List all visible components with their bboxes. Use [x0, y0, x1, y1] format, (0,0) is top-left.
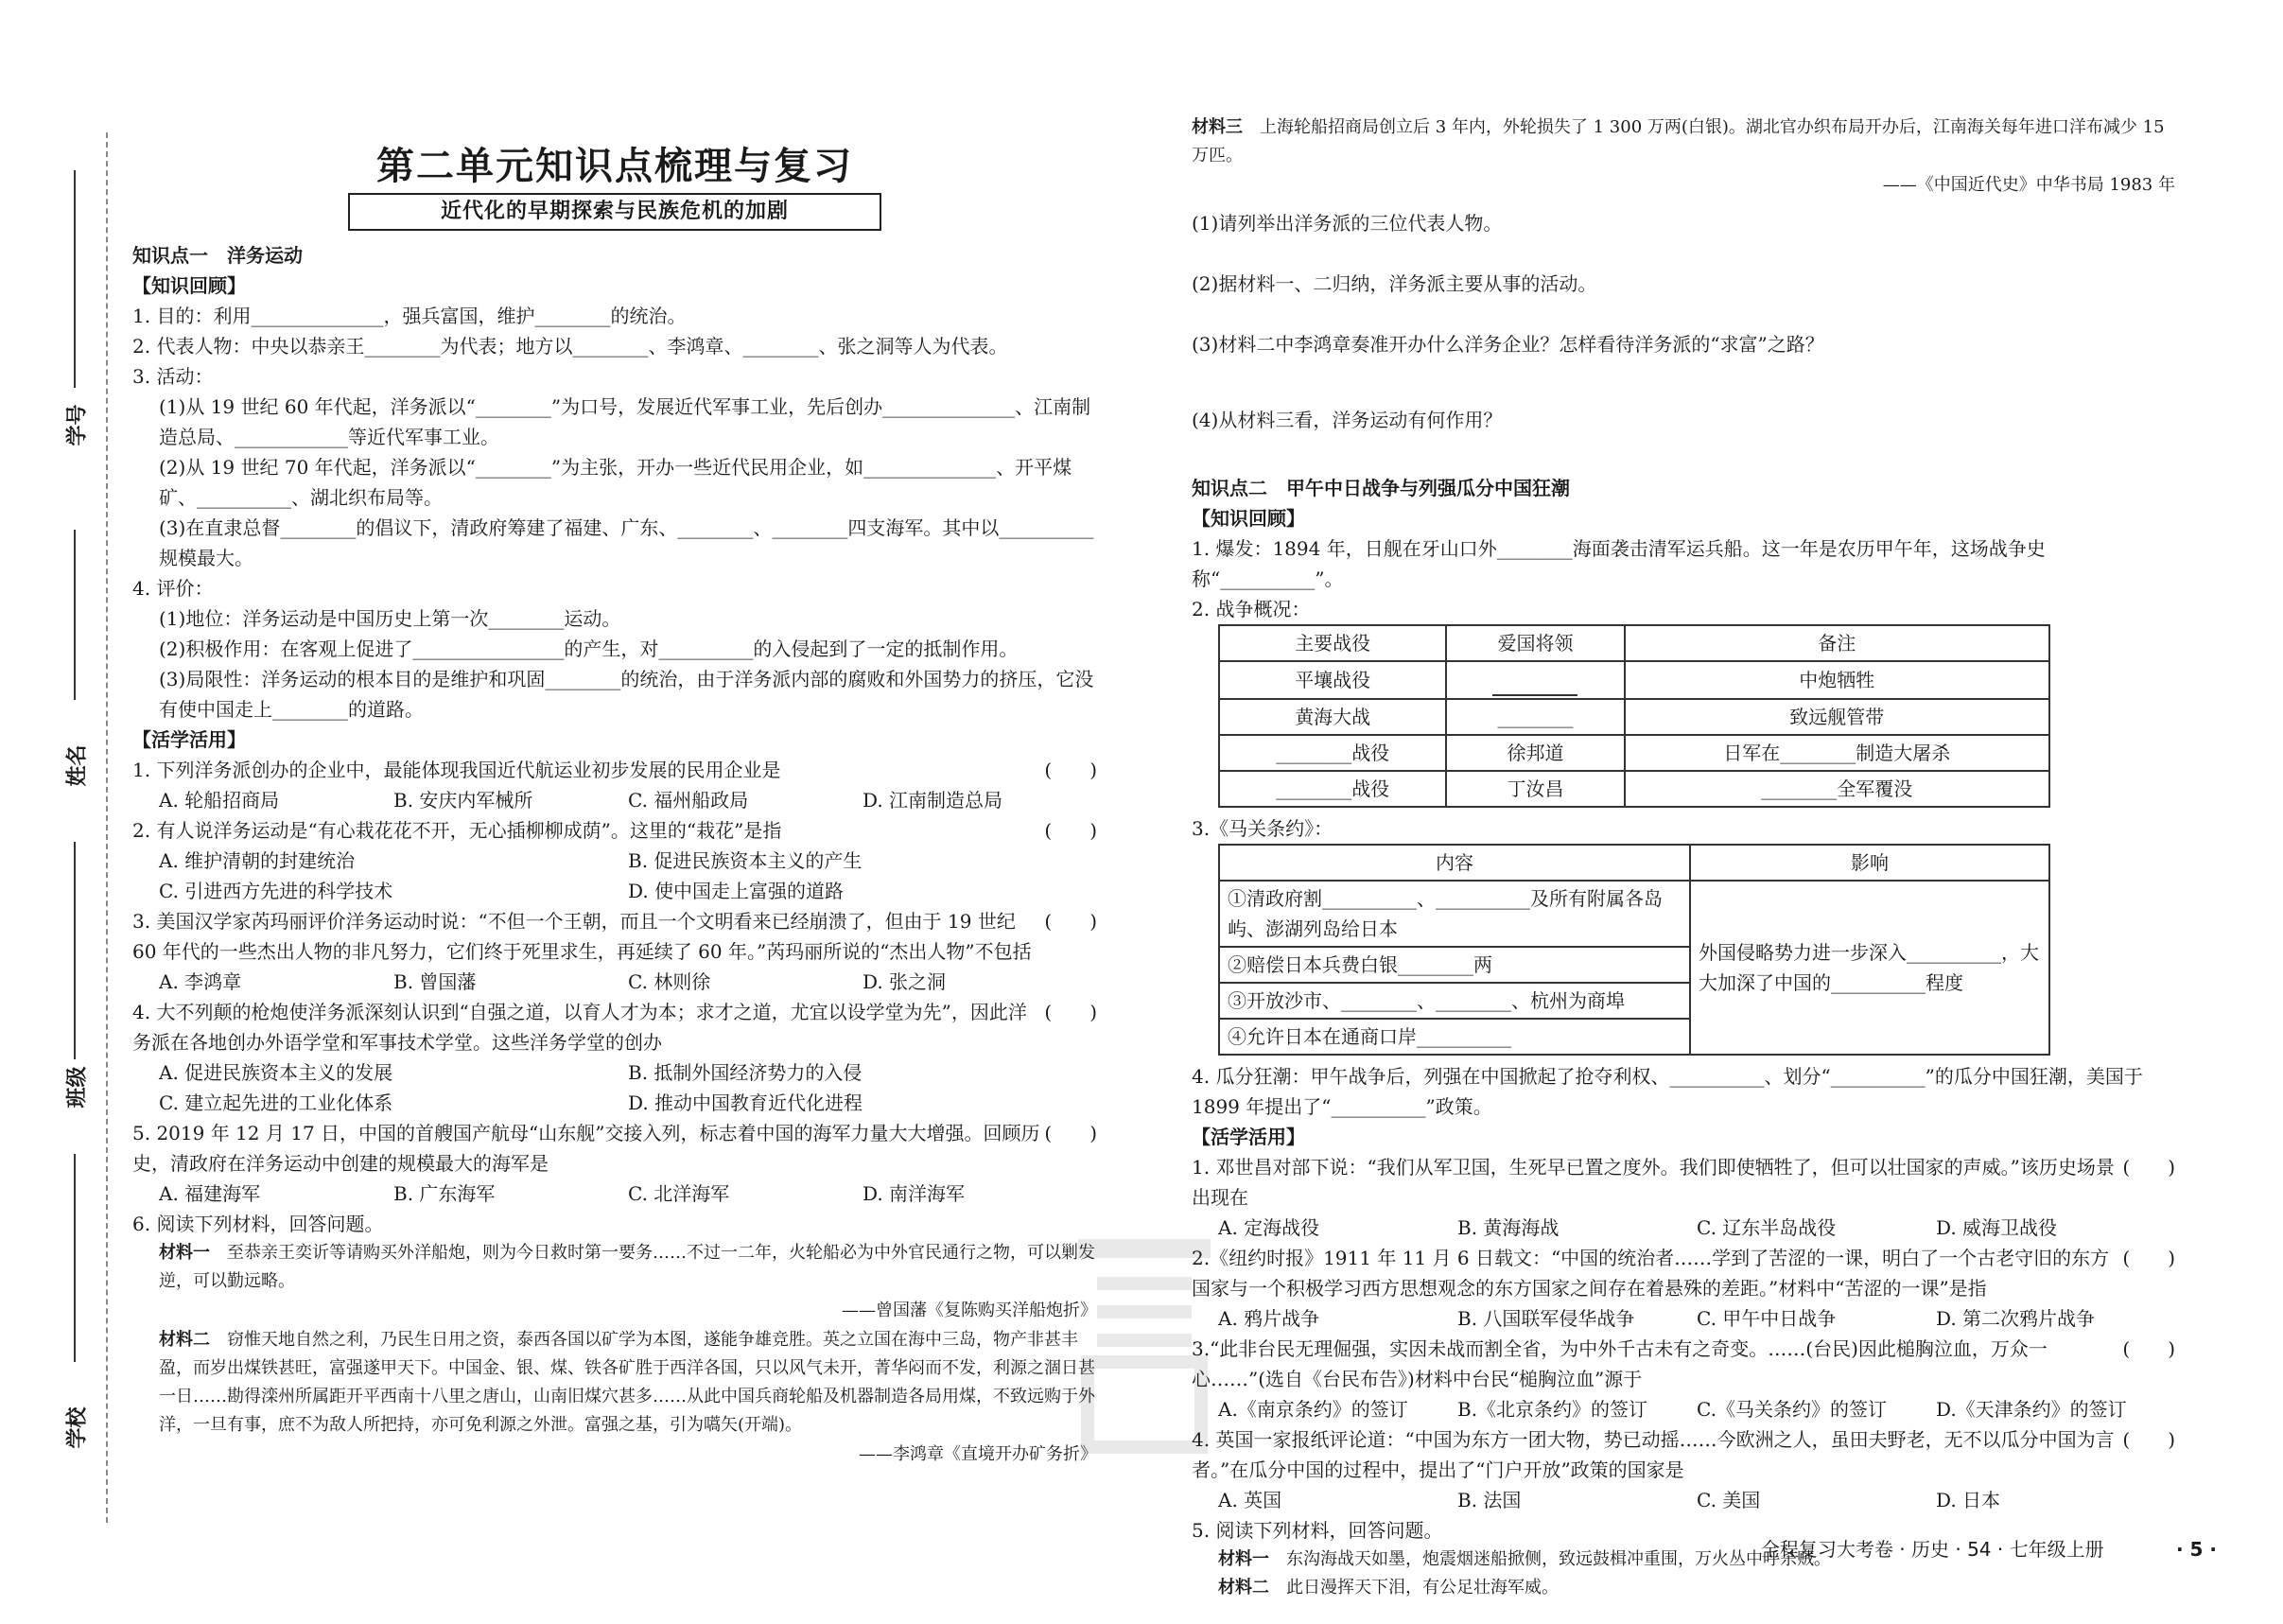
right-column — [1192, 0, 2175, 1602]
table-cell: ③开放沙市、________、________、杭州为商埠 — [1219, 983, 1690, 1019]
table-cell: 黄海大战 — [1219, 699, 1446, 735]
question-stem: 2. 有人说洋务运动是“有心栽花花不开，无心插柳柳成荫”。这里的“栽花”是指 — [132, 819, 782, 842]
class-line — [74, 842, 76, 1059]
options — [132, 967, 1097, 997]
material-text: 东沟海战天如墨，炮震烟迷船掀侧，致远鼓楫冲重围，万火丛中呼杀贼。 — [1286, 1549, 1831, 1569]
option: C. 美国 — [1697, 1489, 1761, 1511]
option: C. 林则徐 — [628, 970, 711, 993]
table-cell: ________战役 — [1219, 771, 1446, 807]
option: B.《北京条约》的签订 — [1457, 1398, 1648, 1421]
material-3 — [1192, 114, 2175, 170]
material-text: 窃惟天地自然之利，乃民生日用之资，泰西各国以矿学为本图，遂能争雄竞胜。英之立国在海中三岛，物产非甚丰盈，而岁出煤铁甚旺，富强遂甲天下。中国金、银、煤、铁各矿胜于西洋各国，只以风气未开，菁华闷而不发，利源之涸日甚一日……勘得滦州所属距开平西南十八里之唐山，山南旧煤穴甚多……从此中国兵商轮船及机器制造各局用煤，不致远购于外洋，一旦有事，庶不为敌人所把持，亦可免利源之外泄。富强之基，引为嚆矢(开端)。 — [159, 1330, 1095, 1435]
review-item: 2. 战争概况： — [1192, 598, 1311, 620]
option: C. 引进西方先进的科学技术 — [159, 880, 393, 902]
option: B. 广东海军 — [393, 1182, 496, 1205]
option: D.《天津条约》的签订 — [1936, 1398, 2127, 1421]
binding-margin — [0, 0, 113, 1624]
option: D. 张之洞 — [863, 970, 947, 993]
answer-paren: ( ) — [2122, 1156, 2175, 1179]
name-line-top — [74, 530, 76, 700]
table-cell: 平壤战役 — [1219, 661, 1446, 699]
sub-question: (2)据材料一、二归纳，洋务派主要从事的活动。 — [1192, 272, 1597, 295]
review-item: 4. 评价： — [132, 577, 214, 600]
option: C. 建立起先进的工业化体系 — [159, 1091, 393, 1114]
question-4 — [132, 997, 1097, 1057]
review-subitem: (3)局限性：洋务运动的根本目的是维护和巩固________的统治，由于洋务派内部的腐败和外国势力的挤压，它没有使中国走上________的道路。 — [159, 668, 1094, 721]
review-item: 1. 目的：利用______________，强兵富国，维护________的统治。 — [132, 305, 687, 327]
option: D. 日本 — [1936, 1489, 2001, 1511]
sub-question: (3)材料二中李鸿章奏准开办什么洋务企业？怎样看待洋务派的“求富”之路？ — [1192, 333, 1824, 356]
question-5: 5. 阅读下列材料，回答问题。 — [1192, 1519, 1443, 1542]
answer-paren: ( ) — [1044, 819, 1097, 842]
left-column — [132, 0, 1097, 1470]
question-stem: 2.《纽约时报》1911 年 11 月 6 日载文：“中国的统治者……学到了苦涩的一课，明白了一个古老守旧的东方国家与一个积极学习西方思想观念的东方国家之间存在着悬殊的差距。”材料中“苦涩的一课”是指 — [1192, 1247, 2110, 1300]
options — [1192, 1394, 2175, 1424]
option: A. 英国 — [1218, 1489, 1282, 1511]
knowledge-point-2: 知识点二 甲午中日战争与列强瓜分中国狂潮 — [1192, 477, 1570, 499]
question-5 — [132, 1118, 1097, 1179]
option: D. 推动中国教育近代化进程 — [628, 1091, 863, 1114]
table-row — [1219, 735, 2049, 771]
question-stem: 5. 2019 年 12 月 17 日，中国的首艘国产航母“山东舰”交接入列，标志着中国的海军力量大大增强。回顾历史，清政府在洋务运动中创建的规模最大的海军是 — [132, 1122, 1040, 1175]
material-2 — [132, 1326, 1097, 1440]
material-label: 材料三 — [1192, 117, 1243, 137]
page-subtitle: 近代化的早期探索与民族危机的加剧 — [348, 193, 881, 231]
material-text: 至恭亲王奕䜣等请购买外洋船炮，则为今日救时第一要务……不过一二年，火轮船必为中外官民通行之物，可以剿发逆，可以勤远略。 — [159, 1243, 1095, 1291]
table-cell: 致远舰管带 — [1625, 699, 2049, 735]
review-heading: 【知识回顾】 — [1192, 507, 1305, 530]
option: A. 轮船招商局 — [159, 789, 280, 812]
option: D. 威海卫战役 — [1936, 1216, 2058, 1239]
sub-question: (4)从材料三看，洋务运动有何作用？ — [1192, 409, 1503, 431]
review-item: 2. 代表人物：中央以恭亲王________为代表；地方以________、李鸿章、________、张之洞等人为代表。 — [132, 335, 1008, 358]
answer-paren: ( ) — [1044, 759, 1097, 781]
sub-question: (1)请列举出洋务派的三位代表人物。 — [1192, 212, 1503, 235]
options — [132, 1179, 1097, 1209]
question-1 — [132, 755, 1097, 785]
watermark-logo-icon — [1040, 1201, 1248, 1513]
treaty-effect-cell: 外国侵略势力进一步深入__________，大大加深了中国的__________程度 — [1690, 881, 2049, 1055]
material-source: ——曾国藩《复陈购买洋船炮折》 — [842, 1301, 1097, 1320]
table-cell: ________全军覆没 — [1625, 771, 2049, 807]
option: A. 维护清朝的封建统治 — [159, 849, 356, 872]
answer-paren: ( ) — [2122, 1337, 2175, 1360]
table-cell: 中炮牺牲 — [1625, 661, 2049, 699]
material-source: ——《中国近代史》中华书局 1983 年 — [1882, 175, 2175, 195]
table-cell: ________ — [1446, 699, 1624, 735]
option: D. 使中国走上富强的道路 — [628, 880, 845, 902]
war-table — [1218, 624, 2050, 808]
footer — [1761, 1534, 2217, 1562]
question-4 — [1192, 1424, 2175, 1485]
option: B. 曾国藩 — [393, 970, 477, 993]
question-stem: 4. 大不列颠的枪炮使洋务派深刻认识到“自强之道，以育人才为本；求才之道，尤宜以设学堂为先”，因此洋务派在各地创办外语学堂和军事技术学堂。这些洋务学堂的创办 — [132, 1001, 1027, 1054]
page-title: 第二单元知识点梳理与复习 — [376, 145, 853, 188]
name-label: 姓名 — [65, 744, 90, 787]
material-text: 此日漫挥天下泪，有公足壮海军威。 — [1286, 1578, 1559, 1598]
table-cell: 日军在________制造大屠杀 — [1625, 735, 2049, 771]
review-subitem: (2)从 19 世纪 70 年代起，洋务派以“________”为主张，开办一些近代民用企业，如______________、开平煤矿、__________、湖北织布局等。 — [159, 456, 1072, 509]
option: D. 第二次鸦片战争 — [1936, 1307, 2096, 1330]
question-3 — [132, 906, 1097, 967]
student-number-line — [74, 170, 76, 388]
option: A. 定海战役 — [1218, 1216, 1320, 1239]
option: B. 安庆内军械所 — [393, 789, 533, 812]
options — [132, 785, 1097, 815]
cut-line — [106, 132, 108, 1523]
review-item: 1. 爆发：1894 年，日舰在牙山口外________海面袭击清军运兵船。这一年是农历甲午年，这场战争史称“__________”。 — [1192, 537, 2046, 590]
option: C. 辽东半岛战役 — [1697, 1216, 1837, 1239]
footer-text: 全程复习大考卷 · 历史 · 54 · 七年级上册 — [1760, 1538, 2104, 1561]
table-row — [1219, 699, 2049, 735]
options — [132, 846, 1097, 906]
table-header: 影响 — [1690, 845, 2049, 881]
answer-paren: ( ) — [2122, 1247, 2175, 1269]
material-1 — [132, 1239, 1097, 1296]
table-cell: ________战役 — [1219, 735, 1446, 771]
option: A.《南京条约》的签订 — [1218, 1398, 1408, 1421]
table-header: 主要战役 — [1219, 625, 1446, 661]
option: B. 抵制外国经济势力的入侵 — [628, 1061, 863, 1084]
student-number-label: 学号 — [65, 404, 90, 446]
material-text: 上海轮船招商局创立后 3 年内，外轮损失了 1 300 万两(白银)。湖北官办织布局开办后，江南海关每年进口洋布减少 15 万匹。 — [1192, 117, 2165, 166]
table-row — [1219, 881, 2049, 947]
option: A. 鸦片战争 — [1218, 1307, 1320, 1330]
material-label: 材料二 — [1218, 1578, 1269, 1598]
question-2 — [1192, 1243, 2175, 1303]
option: B. 促进民族资本主义的产生 — [628, 849, 863, 872]
answer-paren: ( ) — [1044, 1001, 1097, 1023]
class-label: 班级 — [65, 1066, 90, 1109]
review-item: 3.《马关条约》： — [1192, 817, 1333, 840]
table-row — [1219, 771, 2049, 807]
question-1 — [1192, 1152, 2175, 1213]
material-label: 材料一 — [159, 1243, 210, 1263]
review-item: 3. 活动： — [132, 365, 214, 388]
apply-heading: 【活学活用】 — [1192, 1126, 1305, 1148]
option: C.《马关条约》的签订 — [1697, 1398, 1887, 1421]
question-2 — [132, 815, 1097, 846]
table-cell: 徐邦道 — [1446, 735, 1624, 771]
school-label: 学校 — [65, 1406, 90, 1449]
option: A. 福建海军 — [159, 1182, 261, 1205]
table-cell: 丁汝昌 — [1446, 771, 1624, 807]
material-2 — [1192, 1574, 2175, 1602]
table-header: 备注 — [1625, 625, 2049, 661]
table-cell: ①清政府割__________、__________及所有附属各岛屿、澎湖列岛给日本 — [1219, 881, 1690, 947]
options — [1192, 1213, 2175, 1243]
option: D. 南洋海军 — [863, 1182, 966, 1205]
answer-paren: ( ) — [2122, 1428, 2175, 1451]
table-header: 爱国将领 — [1446, 625, 1624, 661]
options — [1192, 1485, 2175, 1515]
option: B. 黄海海战 — [1457, 1216, 1560, 1239]
review-subitem: (2)积极作用：在客观上促进了________________的产生，对__________的入侵起到了一定的抵制作用。 — [159, 637, 1019, 660]
options — [132, 1057, 1097, 1118]
question-stem: 4. 英国一家报纸评论道：“中国为东方一团大物，势已动摇……今欧洲之人，虽田夫野老，无不以瓜分中国为言者。”在瓜分中国的过程中，提出了“门户开放”政策的国家是 — [1192, 1428, 2115, 1481]
school-line — [74, 1154, 76, 1362]
option: C. 北洋海军 — [628, 1182, 730, 1205]
table-cell — [1446, 661, 1624, 699]
option: B. 八国联军侵华战争 — [1457, 1307, 1635, 1330]
material-source: ——李鸿章《直境开办矿务折》 — [859, 1444, 1097, 1464]
knowledge-point-1: 知识点一 洋务运动 — [132, 244, 303, 267]
review-item: 4. 瓜分狂潮：甲午战争后，列强在中国掀起了抢夺利权、__________、划分“__________”的瓜分中国狂潮，美国于 1899 年提出了“__________”政策。 — [1192, 1065, 2143, 1118]
treaty-table — [1218, 844, 2050, 1056]
options — [1192, 1303, 2175, 1334]
table-cell: ②赔偿日本兵费白银________两 — [1219, 947, 1690, 983]
review-subitem: (3)在直隶总督________的倡议下，清政府筹建了福建、广东、________、________四支海军。其中以__________规模最大。 — [159, 516, 1094, 569]
table-cell: ④允许日本在通商口岸__________ — [1219, 1019, 1690, 1055]
option: B. 法国 — [1457, 1489, 1522, 1511]
question-stem: 1. 下列洋务派创办的企业中，最能体现我国近代航运业初步发展的民用企业是 — [132, 759, 781, 781]
question-stem: 3.“此非台民无理倔强，实因未战而割全省，为中外千古未有之奇变。……(台民)因此槌胸泣血，万众一心……”(选自《台民布告》)材料中台民“槌胸泣血”源于 — [1192, 1337, 2048, 1390]
question-stem: 3. 美国汉学家芮玛丽评价洋务运动时说：“不但一个王朝，而且一个文明看来已经崩溃了，但由于 19 世纪 60 年代的一些杰出人物的非凡努力，它们终于死里求生，再延续了 60 年。”芮玛丽所说的“杰出人物”不包括 — [132, 910, 1032, 963]
option: D. 江南制造总局 — [863, 789, 1003, 812]
option: A. 促进民族资本主义的发展 — [159, 1061, 393, 1084]
material-label: 材料一 — [1218, 1549, 1269, 1569]
option: C. 甲午中日战争 — [1697, 1307, 1837, 1330]
option: C. 福州船政局 — [628, 789, 749, 812]
option: A. 李鸿章 — [159, 970, 242, 993]
material-label: 材料二 — [159, 1330, 210, 1350]
question-stem: 1. 邓世昌对部下说：“我们从军卫国，生死早已置之度外。我们即使牺牲了，但可以壮国家的声威。”该历史场景出现在 — [1192, 1156, 2115, 1209]
table-header-row — [1219, 625, 2049, 661]
page-number: · 5 · — [2175, 1538, 2217, 1561]
answer-paren: ( ) — [1044, 910, 1097, 933]
answer-paren: ( ) — [1044, 1122, 1097, 1144]
table-header: 内容 — [1219, 845, 1690, 881]
review-subitem: (1)从 19 世纪 60 年代起，洋务派以“________”为口号，发展近代军事工业，先后创办______________、江南制造总局、____________等近代军事工业。 — [159, 395, 1091, 448]
table-header-row — [1219, 845, 2049, 881]
question-3 — [1192, 1334, 2175, 1394]
apply-heading: 【活学活用】 — [132, 728, 246, 751]
table-row — [1219, 661, 2049, 699]
review-subitem: (1)地位：洋务运动是中国历史上第一次________运动。 — [159, 607, 621, 630]
question-6: 6. 阅读下列材料，回答问题。 — [132, 1213, 384, 1235]
review-heading: 【知识回顾】 — [132, 274, 246, 297]
